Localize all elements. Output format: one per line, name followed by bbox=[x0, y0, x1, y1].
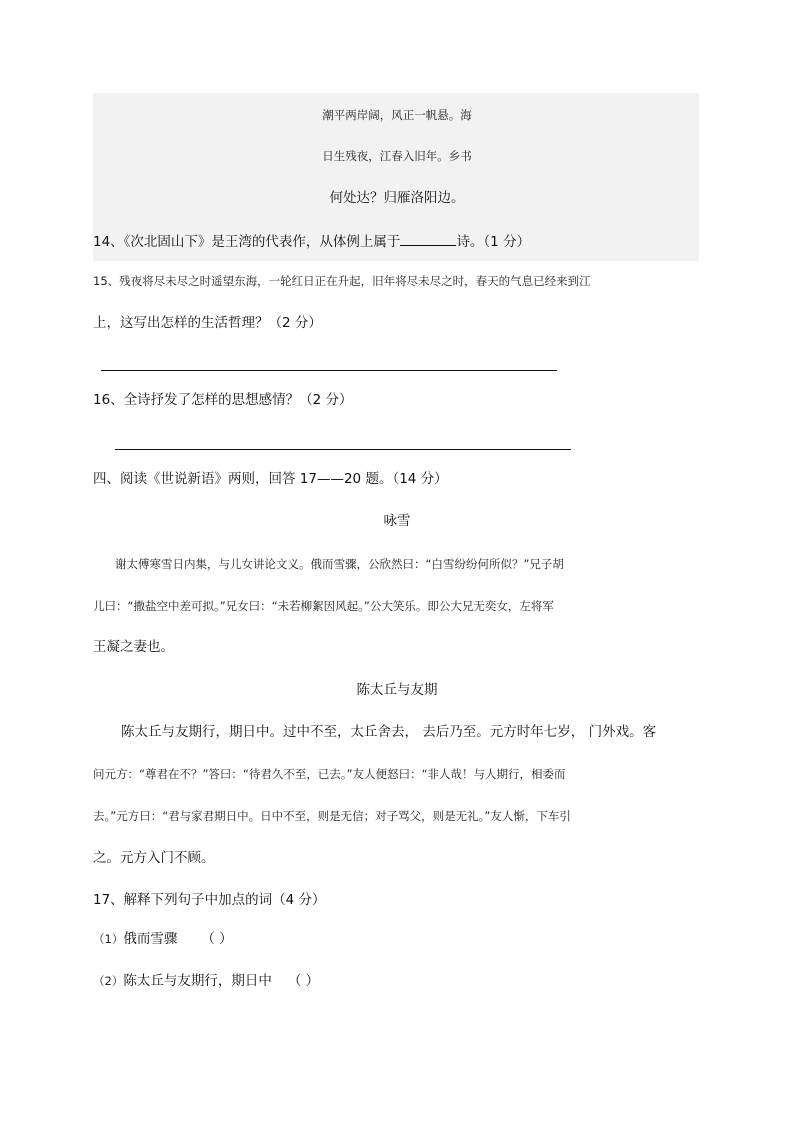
question-14-text: 14、《次北固山下》是王湾的代表作，从体例上属于 bbox=[93, 234, 401, 250]
passage-1-line-3: 王凝之妻也。 bbox=[93, 639, 174, 655]
question-17-stem: 17、解释下列句子中加点的词（4 分） bbox=[93, 892, 326, 908]
item-2-answer-paren[interactable]: （ ） bbox=[287, 973, 320, 989]
passage-1-title: 咏雪 bbox=[383, 513, 411, 529]
question-15-line-1: 15、残夜将尽未尽之时遥望东海，一轮红日正在升起，旧年将尽未尽之时，春天的气息已经来到江 bbox=[93, 274, 591, 288]
item-1-number: （1） bbox=[93, 932, 124, 946]
passage-2-line-3: 去。”元方曰：“君与家君期日中。日中不至，则是无信；对子骂父，则是无礼。”友人惭，下车引 bbox=[93, 809, 571, 823]
item-2-text: 陈太丘与友期行，期日中 bbox=[123, 973, 272, 989]
passage-1-line-1: 谢太傅寒雪日内集，与儿女讲论文义。俄而雪骤，公欣然曰：“白雪纷纷何所似？”兄子胡 bbox=[115, 557, 564, 571]
question-17-item-2 bbox=[93, 972, 319, 990]
question-17-item-1 bbox=[93, 930, 233, 948]
question-15-line-2: 上，这写出怎样的生活哲理？（2 分） bbox=[93, 315, 322, 331]
question-14-tail: 诗。（1 分） bbox=[456, 234, 531, 250]
item-1-text: 俄而雪骤 bbox=[123, 931, 178, 947]
answer-blank[interactable] bbox=[400, 231, 456, 246]
section-4-heading: 四、阅读《世说新语》两则，回答 17——20 题。（14 分） bbox=[93, 471, 448, 487]
answer-line-16[interactable] bbox=[115, 449, 571, 450]
passage-2-line-4: 之。元方入门不顾。 bbox=[93, 850, 215, 866]
question-16: 16、全诗抒发了怎样的思想感情？（2 分） bbox=[93, 392, 353, 408]
passage-1-line-2: 儿曰：“撒盐空中差可拟。”兄女曰：“未若柳絮因风起。”公大笑乐。即公大兄无奕女，左将军 bbox=[93, 599, 554, 613]
item-1-answer-paren[interactable]: （ ） bbox=[201, 931, 233, 947]
poem-line-3: 何处达？归雁洛阳边。 bbox=[329, 190, 465, 206]
poem-line-1: 潮平两岸阔，风正一帆悬。海 bbox=[322, 108, 472, 122]
passage-2-line-1: 陈太丘与友期行，期日中。过中不至，太丘舍去， 去后乃至。元方时年七岁， 门外戏。客 bbox=[121, 724, 657, 740]
poem-line-2: 日生残夜，江春入旧年。乡书 bbox=[322, 149, 472, 163]
answer-line-15[interactable] bbox=[101, 370, 557, 371]
item-2-number: （2） bbox=[93, 974, 124, 988]
passage-2-title: 陈太丘与友期 bbox=[356, 682, 438, 698]
question-14 bbox=[93, 231, 530, 251]
passage-2-line-2: 问元方：“尊君在不？”答曰：“待君久不至，已去。”友人便怒曰：“非人哉！与人期行，相委而 bbox=[93, 767, 566, 781]
